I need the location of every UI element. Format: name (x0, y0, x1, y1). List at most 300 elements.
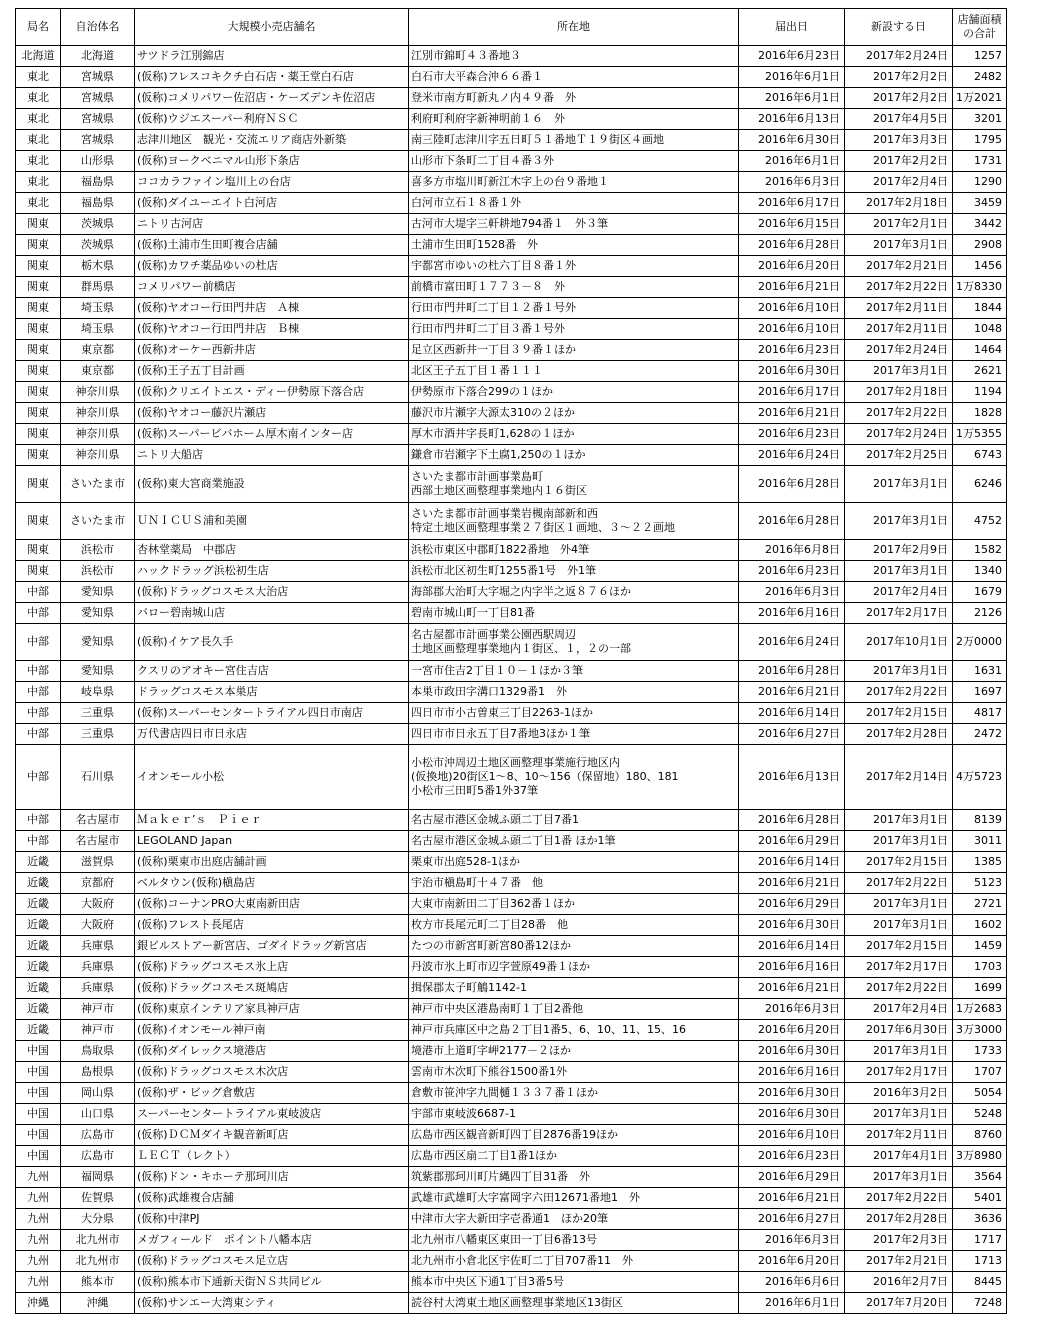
cell-open-date: 2017年3月1日 (845, 361, 953, 382)
cell-municipality: 岡山県 (61, 1083, 135, 1104)
cell-filed-date: 2016年6月23日 (739, 340, 845, 361)
cell-open-date: 2017年2月4日 (845, 582, 953, 603)
cell-open-date: 2017年3月1日 (845, 831, 953, 852)
table-row (16, 46, 1007, 67)
cell-address: 宇都宮市ゆいの杜六丁目８番１外 (409, 256, 739, 277)
cell-filed-date: 2016年6月16日 (739, 957, 845, 978)
cell-bureau: 東北 (16, 151, 61, 172)
cell-store-name: (仮称)中津PJ (135, 1209, 409, 1230)
cell-bureau: 関東 (16, 540, 61, 561)
cell-open-date: 2017年2月2日 (845, 151, 953, 172)
cell-municipality: 広島市 (61, 1146, 135, 1167)
cell-store-name: ハックドラッグ浜松初生店 (135, 561, 409, 582)
table-row (16, 540, 1007, 561)
cell-open-date: 2017年2月22日 (845, 682, 953, 703)
table-row (16, 193, 1007, 214)
cell-store-name: ニトリ大船店 (135, 445, 409, 466)
cell-bureau: 中部 (16, 745, 61, 810)
cell-floor-area: 2482 (953, 67, 1007, 88)
cell-bureau: 関東 (16, 382, 61, 403)
cell-floor-area: 1459 (953, 936, 1007, 957)
cell-open-date: 2017年2月1日 (845, 214, 953, 235)
cell-municipality: 石川県 (61, 745, 135, 810)
cell-bureau: 中国 (16, 1083, 61, 1104)
cell-floor-area: 2621 (953, 361, 1007, 382)
table-row (16, 466, 1007, 503)
table-row (16, 1146, 1007, 1167)
cell-bureau: 中部 (16, 661, 61, 682)
cell-store-name: ドラッグコスモス本巣店 (135, 682, 409, 703)
cell-municipality: さいたま市 (61, 466, 135, 503)
cell-address: 浜松市東区中郡町1822番地 外4筆 (409, 540, 739, 561)
cell-filed-date: 2016年6月24日 (739, 624, 845, 661)
cell-municipality: 神戸市 (61, 999, 135, 1020)
cell-bureau: 中部 (16, 624, 61, 661)
cell-bureau: 中国 (16, 1146, 61, 1167)
cell-open-date: 2017年3月1日 (845, 810, 953, 831)
cell-filed-date: 2016年6月1日 (739, 88, 845, 109)
cell-floor-area: 1703 (953, 957, 1007, 978)
cell-open-date: 2017年3月1日 (845, 1104, 953, 1125)
cell-floor-area: 2万0000 (953, 624, 1007, 661)
store-table (15, 8, 1007, 1314)
cell-store-name: バロー碧南城山店 (135, 603, 409, 624)
cell-filed-date: 2016年6月29日 (739, 894, 845, 915)
cell-address: 藤沢市片瀬字大源太310の２ほか (409, 403, 739, 424)
cell-filed-date: 2016年6月16日 (739, 603, 845, 624)
cell-store-name: イオンモール小松 (135, 745, 409, 810)
cell-municipality: 北海道 (61, 46, 135, 67)
cell-store-name: (仮称)ヤオコー行田門井店 Ａ棟 (135, 298, 409, 319)
cell-open-date: 2017年2月22日 (845, 1188, 953, 1209)
cell-filed-date: 2016年6月1日 (739, 67, 845, 88)
table-row (16, 235, 1007, 256)
cell-municipality: 広島市 (61, 1125, 135, 1146)
cell-address: 境港市上道町字岬2177－２ほか (409, 1041, 739, 1062)
cell-store-name: (仮称)ダイレックス境港店 (135, 1041, 409, 1062)
cell-store-name: (仮称)ＤＣＭダイキ観音新町店 (135, 1125, 409, 1146)
table-row (16, 561, 1007, 582)
table-row (16, 151, 1007, 172)
cell-floor-area: 1699 (953, 978, 1007, 999)
cell-floor-area: 1340 (953, 561, 1007, 582)
cell-municipality: 山形県 (61, 151, 135, 172)
table-row (16, 915, 1007, 936)
cell-municipality: 兵庫県 (61, 978, 135, 999)
cell-address: 宇治市槇島町十４７番 他 (409, 873, 739, 894)
cell-filed-date: 2016年6月14日 (739, 852, 845, 873)
cell-address: 南三陸町志津川字五日町５１番地Ｔ１９街区４画地 (409, 130, 739, 151)
table-row (16, 1251, 1007, 1272)
spreadsheet (15, 8, 1007, 1314)
cell-bureau: 近畿 (16, 915, 61, 936)
cell-store-name: (仮称)スーパービバホーム厚木南インター店 (135, 424, 409, 445)
table-row (16, 298, 1007, 319)
cell-store-name: クスリのアオキー宮住吉店 (135, 661, 409, 682)
cell-filed-date: 2016年6月28日 (739, 661, 845, 682)
cell-municipality: 浜松市 (61, 561, 135, 582)
cell-store-name: ベルタウン(仮称)槇島店 (135, 873, 409, 894)
cell-floor-area: 1731 (953, 151, 1007, 172)
cell-open-date: 2017年3月1日 (845, 1167, 953, 1188)
table-row (16, 624, 1007, 661)
cell-address: 名古屋都市計画事業公園西駅周辺 土地区画整理事業地内１街区、１，２の一部 (409, 624, 739, 661)
cell-floor-area: 3万3000 (953, 1020, 1007, 1041)
cell-store-name: 志津川地区 観光・交流エリア商店外新築 (135, 130, 409, 151)
cell-floor-area: 1257 (953, 46, 1007, 67)
cell-filed-date: 2016年6月28日 (739, 235, 845, 256)
cell-address: 雲南市木次町下熊谷1500番1外 (409, 1062, 739, 1083)
cell-open-date: 2017年2月4日 (845, 999, 953, 1020)
cell-open-date: 2017年3月1日 (845, 561, 953, 582)
cell-municipality: 福島県 (61, 172, 135, 193)
cell-bureau: 近畿 (16, 1020, 61, 1041)
cell-filed-date: 2016年6月30日 (739, 1041, 845, 1062)
cell-floor-area: 1602 (953, 915, 1007, 936)
cell-filed-date: 2016年6月29日 (739, 1167, 845, 1188)
cell-store-name: (仮称)ヤオコー藤沢片瀬店 (135, 403, 409, 424)
cell-floor-area: 3564 (953, 1167, 1007, 1188)
cell-bureau: 関東 (16, 503, 61, 540)
cell-floor-area: 8760 (953, 1125, 1007, 1146)
cell-municipality: 名古屋市 (61, 810, 135, 831)
cell-bureau: 九州 (16, 1272, 61, 1293)
cell-store-name: ＬＥＣＴ（レクト） (135, 1146, 409, 1167)
cell-municipality: さいたま市 (61, 503, 135, 540)
cell-municipality: 埼玉県 (61, 319, 135, 340)
table-row (16, 1167, 1007, 1188)
cell-address: 北九州市小倉北区宇佐町二丁目707番11 外 (409, 1251, 739, 1272)
cell-municipality: 宮城県 (61, 130, 135, 151)
cell-bureau: 中部 (16, 582, 61, 603)
cell-open-date: 2017年3月1日 (845, 915, 953, 936)
table-row (16, 661, 1007, 682)
cell-bureau: 東北 (16, 130, 61, 151)
cell-open-date: 2017年2月18日 (845, 193, 953, 214)
cell-store-name: (仮称)ドン・キホーテ那珂川店 (135, 1167, 409, 1188)
table-row (16, 724, 1007, 745)
cell-store-name: 万代書店四日市日永店 (135, 724, 409, 745)
cell-filed-date: 2016年6月28日 (739, 466, 845, 503)
cell-municipality: 愛知県 (61, 582, 135, 603)
cell-open-date: 2017年2月17日 (845, 957, 953, 978)
cell-open-date: 2017年6月30日 (845, 1020, 953, 1041)
cell-store-name: (仮称)イオンモール神戸南 (135, 1020, 409, 1041)
cell-filed-date: 2016年6月13日 (739, 109, 845, 130)
cell-filed-date: 2016年6月10日 (739, 319, 845, 340)
cell-open-date: 2017年2月14日 (845, 745, 953, 810)
table-row (16, 340, 1007, 361)
table-row (16, 109, 1007, 130)
cell-bureau: 関東 (16, 424, 61, 445)
cell-address: 名古屋市港区金城ふ頭二丁目1番 ほか1筆 (409, 831, 739, 852)
cell-address: さいたま都市計画事業岩槻南部新和西 特定土地区画整理事業２７街区１画地、３～２２画地 (409, 503, 739, 540)
cell-address: 土浦市生田町1528番 外 (409, 235, 739, 256)
cell-open-date: 2017年3月1日 (845, 661, 953, 682)
cell-address: 武雄市武雄町大字富岡字六田12671番地1 外 (409, 1188, 739, 1209)
cell-address: 筑紫郡那珂川町片縄四丁目31番 外 (409, 1167, 739, 1188)
cell-store-name: (仮称)イケア長久手 (135, 624, 409, 661)
cell-address: 山形市下条町二丁目４番３外 (409, 151, 739, 172)
cell-address: 行田市門井町二丁目３番１号外 (409, 319, 739, 340)
table-row (16, 1125, 1007, 1146)
cell-floor-area: 1385 (953, 852, 1007, 873)
cell-municipality: 栃木県 (61, 256, 135, 277)
cell-bureau: 中部 (16, 682, 61, 703)
cell-municipality: 兵庫県 (61, 936, 135, 957)
cell-open-date: 2017年2月18日 (845, 382, 953, 403)
cell-bureau: 近畿 (16, 957, 61, 978)
cell-filed-date: 2016年6月10日 (739, 298, 845, 319)
cell-floor-area: 2908 (953, 235, 1007, 256)
cell-municipality: 宮城県 (61, 109, 135, 130)
cell-bureau: 関東 (16, 277, 61, 298)
table-row (16, 1272, 1007, 1293)
cell-address: 小松市沖周辺土地区画整理事業施行地区内 (仮換地)20街区1～8、10～156（保留地）180、181 小松市三田町5番1外37筆 (409, 745, 739, 810)
cell-address: 鎌倉市岩瀬字下土腐1,250の１ほか (409, 445, 739, 466)
cell-store-name: (仮称)ウジエスーパー利府ＮＳＣ (135, 109, 409, 130)
cell-open-date: 2017年2月24日 (845, 340, 953, 361)
cell-bureau: 近畿 (16, 852, 61, 873)
cell-store-name: (仮称)ドラッグコスモス氷上店 (135, 957, 409, 978)
cell-open-date: 2017年2月25日 (845, 445, 953, 466)
cell-filed-date: 2016年6月27日 (739, 724, 845, 745)
cell-address: 宇部市東岐波6687-1 (409, 1104, 739, 1125)
cell-bureau: 関東 (16, 403, 61, 424)
cell-bureau: 近畿 (16, 999, 61, 1020)
cell-open-date: 2017年2月2日 (845, 67, 953, 88)
cell-address: 倉敷市笹沖字九間樋１３３７番１ほか (409, 1083, 739, 1104)
cell-address: 伊勢原市下落合299の１ほか (409, 382, 739, 403)
cell-store-name: Ｍａｋｅｒ’ｓ Ｐｉｅｒ (135, 810, 409, 831)
cell-address: 枚方市長尾元町二丁目28番 他 (409, 915, 739, 936)
cell-floor-area: 5248 (953, 1104, 1007, 1125)
cell-floor-area: 4817 (953, 703, 1007, 724)
cell-floor-area: 3201 (953, 109, 1007, 130)
cell-open-date: 2017年10月1日 (845, 624, 953, 661)
cell-address: 中津市大字大新田字壱番通1 ほか20筆 (409, 1209, 739, 1230)
cell-bureau: 関東 (16, 298, 61, 319)
header-open-date: 新設する日 (845, 9, 953, 46)
table-row (16, 745, 1007, 810)
cell-filed-date: 2016年6月28日 (739, 810, 845, 831)
cell-address: 広島市西区扇二丁目1番1ほか (409, 1146, 739, 1167)
cell-municipality: 滋賀県 (61, 852, 135, 873)
header-filed-date: 届出日 (739, 9, 845, 46)
cell-address: 登米市南方町新丸ノ内４９番 外 (409, 88, 739, 109)
cell-store-name: (仮称)王子五丁目計画 (135, 361, 409, 382)
table-row (16, 88, 1007, 109)
table-row (16, 603, 1007, 624)
cell-bureau: 東北 (16, 88, 61, 109)
cell-floor-area: 7248 (953, 1293, 1007, 1314)
cell-municipality: 愛知県 (61, 624, 135, 661)
cell-municipality: 山口県 (61, 1104, 135, 1125)
table-row (16, 703, 1007, 724)
cell-filed-date: 2016年6月30日 (739, 130, 845, 151)
cell-open-date: 2017年2月3日 (845, 1230, 953, 1251)
cell-filed-date: 2016年6月27日 (739, 1209, 845, 1230)
cell-municipality: 宮城県 (61, 67, 135, 88)
cell-filed-date: 2016年6月30日 (739, 1104, 845, 1125)
cell-store-name: (仮称)カワチ薬品ゆいの杜店 (135, 256, 409, 277)
cell-filed-date: 2016年6月8日 (739, 540, 845, 561)
cell-floor-area: 5401 (953, 1188, 1007, 1209)
table-row (16, 319, 1007, 340)
cell-filed-date: 2016年6月17日 (739, 193, 845, 214)
cell-municipality: 京都府 (61, 873, 135, 894)
cell-address: 利府町利府字新神明前１６ 外 (409, 109, 739, 130)
cell-bureau: 近畿 (16, 873, 61, 894)
cell-store-name: ココカラファイン塩川上の台店 (135, 172, 409, 193)
cell-municipality: 島根県 (61, 1062, 135, 1083)
cell-municipality: 神戸市 (61, 1020, 135, 1041)
table-row (16, 382, 1007, 403)
cell-address: 碧南市城山町一丁目81番 (409, 603, 739, 624)
header-row (16, 9, 1007, 46)
cell-municipality: 沖縄 (61, 1293, 135, 1314)
cell-floor-area: 4万5723 (953, 745, 1007, 810)
cell-address: 一宮市住吉2丁目１０－１ほか３筆 (409, 661, 739, 682)
cell-municipality: 埼玉県 (61, 298, 135, 319)
cell-open-date: 2017年2月22日 (845, 277, 953, 298)
cell-address: 名古屋市港区金城ふ頭二丁目7番1 (409, 810, 739, 831)
cell-bureau: 九州 (16, 1188, 61, 1209)
cell-address: 本巣市政田字溝口1329番1 外 (409, 682, 739, 703)
table-row (16, 831, 1007, 852)
cell-municipality: 三重県 (61, 703, 135, 724)
cell-filed-date: 2016年6月23日 (739, 46, 845, 67)
table-row (16, 403, 1007, 424)
cell-bureau: 近畿 (16, 894, 61, 915)
header-store-name: 大規模小売店舗名 (135, 9, 409, 46)
cell-open-date: 2017年3月1日 (845, 1041, 953, 1062)
cell-municipality: 大阪府 (61, 915, 135, 936)
cell-address: 熊本市中央区下通1丁目3番5号 (409, 1272, 739, 1293)
cell-address: 北九州市八幡東区東田一丁目6番13号 (409, 1230, 739, 1251)
cell-open-date: 2017年3月3日 (845, 130, 953, 151)
cell-municipality: 北九州市 (61, 1251, 135, 1272)
cell-municipality: 佐賀県 (61, 1188, 135, 1209)
cell-address: 海部郡大治町大字堀之内字半之返８７６ほか (409, 582, 739, 603)
cell-municipality: 北九州市 (61, 1230, 135, 1251)
cell-open-date: 2017年3月1日 (845, 466, 953, 503)
cell-bureau: 東北 (16, 193, 61, 214)
cell-filed-date: 2016年6月30日 (739, 1083, 845, 1104)
cell-floor-area: 8139 (953, 810, 1007, 831)
cell-municipality: 神奈川県 (61, 403, 135, 424)
cell-floor-area: 1194 (953, 382, 1007, 403)
cell-bureau: 関東 (16, 256, 61, 277)
cell-open-date: 2017年2月17日 (845, 1062, 953, 1083)
cell-filed-date: 2016年6月21日 (739, 873, 845, 894)
table-row (16, 256, 1007, 277)
cell-filed-date: 2016年6月3日 (739, 999, 845, 1020)
cell-municipality: 福岡県 (61, 1167, 135, 1188)
cell-floor-area: 5123 (953, 873, 1007, 894)
cell-store-name: ニトリ古河店 (135, 214, 409, 235)
cell-open-date: 2017年2月11日 (845, 319, 953, 340)
cell-open-date: 2017年2月15日 (845, 936, 953, 957)
cell-open-date: 2017年2月21日 (845, 1251, 953, 1272)
cell-municipality: 鳥取県 (61, 1041, 135, 1062)
cell-store-name: (仮称)栗東市出庭店舗計画 (135, 852, 409, 873)
cell-store-name: 杏林堂薬局 中郡店 (135, 540, 409, 561)
cell-bureau: 中国 (16, 1062, 61, 1083)
cell-store-name: (仮称)ザ・ビッグ倉敷店 (135, 1083, 409, 1104)
cell-municipality: 茨城県 (61, 214, 135, 235)
table-row (16, 1041, 1007, 1062)
cell-filed-date: 2016年6月21日 (739, 1188, 845, 1209)
cell-bureau: 沖縄 (16, 1293, 61, 1314)
cell-open-date: 2017年3月1日 (845, 235, 953, 256)
cell-filed-date: 2016年6月23日 (739, 561, 845, 582)
table-row (16, 957, 1007, 978)
cell-store-name: (仮称)熊本市下通新天街ＮＳ共同ビル (135, 1272, 409, 1293)
cell-floor-area: 4752 (953, 503, 1007, 540)
table-row (16, 172, 1007, 193)
cell-address: 栗東市出庭528-1ほか (409, 852, 739, 873)
table-row (16, 1104, 1007, 1125)
cell-municipality: 群馬県 (61, 277, 135, 298)
cell-floor-area: 1717 (953, 1230, 1007, 1251)
cell-floor-area: 1万5355 (953, 424, 1007, 445)
cell-floor-area: 1456 (953, 256, 1007, 277)
cell-store-name: メガフィールド ポイント八幡本店 (135, 1230, 409, 1251)
cell-floor-area: 1679 (953, 582, 1007, 603)
cell-floor-area: 2721 (953, 894, 1007, 915)
cell-bureau: 関東 (16, 340, 61, 361)
table-row (16, 67, 1007, 88)
cell-bureau: 中国 (16, 1104, 61, 1125)
cell-address: 喜多方市塩川町新江木字上の台９番地１ (409, 172, 739, 193)
cell-bureau: 関東 (16, 445, 61, 466)
cell-floor-area: 1631 (953, 661, 1007, 682)
cell-open-date: 2017年2月17日 (845, 603, 953, 624)
cell-address: 白河市立石１８番１外 (409, 193, 739, 214)
table-row (16, 361, 1007, 382)
cell-municipality: 岐阜県 (61, 682, 135, 703)
cell-floor-area: 1707 (953, 1062, 1007, 1083)
cell-municipality: 福島県 (61, 193, 135, 214)
cell-floor-area: 2126 (953, 603, 1007, 624)
cell-bureau: 中部 (16, 603, 61, 624)
cell-filed-date: 2016年6月21日 (739, 682, 845, 703)
cell-floor-area: 1697 (953, 682, 1007, 703)
cell-store-name: (仮称)サンエー大湾東シティ (135, 1293, 409, 1314)
cell-floor-area: 2472 (953, 724, 1007, 745)
cell-bureau: 近畿 (16, 936, 61, 957)
table-row (16, 1293, 1007, 1314)
table-row (16, 810, 1007, 831)
cell-floor-area: 6743 (953, 445, 1007, 466)
cell-floor-area: 3636 (953, 1209, 1007, 1230)
cell-store-name: (仮称)オーケー西新井店 (135, 340, 409, 361)
cell-filed-date: 2016年6月21日 (739, 277, 845, 298)
cell-floor-area: 6246 (953, 466, 1007, 503)
cell-open-date: 2017年2月22日 (845, 873, 953, 894)
table-body (16, 46, 1007, 1314)
cell-store-name: (仮称)東大宮商業施設 (135, 466, 409, 503)
cell-store-name: (仮称)土浦市生田町複合店舗 (135, 235, 409, 256)
cell-store-name: (仮称)コーナンPRO大東南新田店 (135, 894, 409, 915)
table-row (16, 1209, 1007, 1230)
cell-store-name: ＵＮＩＣＵＳ浦和美園 (135, 503, 409, 540)
cell-floor-area: 1733 (953, 1041, 1007, 1062)
cell-bureau: 北海道 (16, 46, 61, 67)
cell-floor-area: 3442 (953, 214, 1007, 235)
table-row (16, 1020, 1007, 1041)
